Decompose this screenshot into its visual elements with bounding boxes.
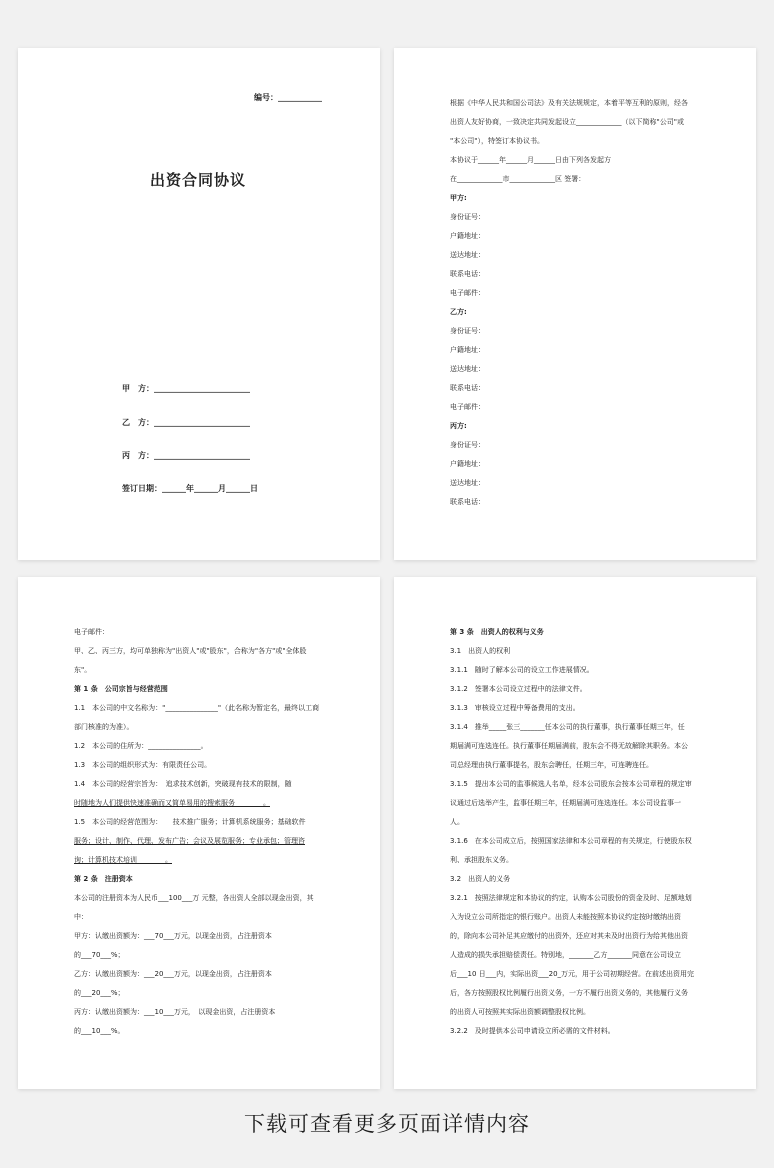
text-line: 乙方：认缴出资额为：___20___万元，以现金出资，占注册资本 (74, 970, 272, 978)
text-line: 电子邮件： (450, 403, 485, 411)
text-line: 3.1 出资人的权利 (450, 647, 511, 655)
text-line: 1.2 本公司的住所为：_______________。 (74, 742, 208, 750)
text-line: 时随地为人们提供快速准确而又简单易用的搜索服务 。 (74, 799, 270, 807)
text-line: 部门核准的为准）。 (74, 723, 134, 731)
text-line: 服务；设计、制作、代理、发布广告；会议及展览服务；专业承包；管理咨 (74, 837, 305, 845)
text-line: 人造成的损失承担赔偿责任。特别地，_______乙方_______同意在公司设立 (450, 951, 681, 959)
text-line: 的___20___%； (74, 989, 125, 997)
text-line: 中： (74, 913, 88, 921)
text-line: "本公司"），特签订本协议书。 (450, 137, 544, 145)
party-b-line: 乙 方：________________________ (122, 418, 250, 427)
text-line: 1.3 本公司的组织形式为：有限责任公司。 (74, 761, 212, 769)
text-line: 1.4 本公司的经营宗旨为： 追求技术创新，突破现有技术的限制，随 (74, 780, 292, 788)
text-line: 出资人友好协商，一致决定共同发起设立_____________（以下简称"公司"或 (450, 118, 684, 126)
text-line: 3.1.6 在本公司成立后，按照国家法律和本公司章程的有关规定，行使股东权 (450, 837, 692, 845)
text-line: 本协议于______年______月______日由下列各发起方 (450, 156, 611, 164)
party-a-line: 甲 方：________________________ (122, 384, 250, 393)
section-heading: 第 2 条 注册资本 (74, 875, 133, 883)
text-line: 3.2 出资人的义务 (450, 875, 511, 883)
text-line: 的出资人可按照其实际出资额调整股权比例。 (450, 1008, 590, 1016)
text-line: 后，各方按照股权比例履行出资义务，一方不履行出资义务的，其他履行义务 (450, 989, 688, 997)
text-line: 户籍地址： (450, 232, 485, 240)
text-line: 的，除向本公司补足其应缴付的出资外，还应对其未及时出资行为给其他出资 (450, 932, 688, 940)
text-line: 电子邮件： (450, 289, 485, 297)
contract-number-label: 编号：___________ (254, 93, 322, 102)
party-heading: 乙方: (450, 308, 467, 316)
party-heading: 甲方: (450, 194, 467, 202)
text-line: 甲方：认缴出资额为：___70___万元，以现金出资，占注册资本 (74, 932, 272, 940)
text-line: 后___10 日___内，实际出资___20_万元，用于公司初期经营。在前述出资用完 (450, 970, 695, 978)
text-line: 联系电话： (450, 270, 485, 278)
text-line: 联系电话： (450, 498, 485, 506)
text-line: 的___70___%； (74, 951, 125, 959)
party-c-line: 丙 方：________________________ (122, 451, 250, 460)
text-line: 户籍地址： (450, 346, 485, 354)
text-line: 电子邮件： (74, 628, 109, 636)
text-line: 根据《中华人民共和国公司法》及有关法规规定，本着平等互利的原则，经各 (450, 99, 688, 107)
text-line: 丙方：认缴出资额为：___10___万元， 以现金出资，占注册资本 (74, 1008, 276, 1016)
text-line: 3.2.2 及时提供本公司申请设立所必需的文件材料。 (450, 1027, 615, 1035)
text-line: 询；计算机技术培训 。 (74, 856, 172, 864)
text-line: 利、承担股东义务。 (450, 856, 513, 864)
text-line: 户籍地址： (450, 460, 485, 468)
text-line: 司总经理由执行董事提名，股东会聘任，任期三年，可连聘连任。 (450, 761, 653, 769)
text-line: 1.5 本公司的经营范围为： 技术推广服务；计算机系统服务；基础软件 (74, 818, 306, 826)
text-line: 3.1.4 推举_____张三_______任本公司的执行董事，执行董事任期三年，任 (450, 723, 685, 731)
text-line: 1.1 本公司的中文名称为："_______________"（此名称为暂定名，最终以工商 (74, 704, 320, 712)
text-line: 3.1.5 提出本公司的监事候选人名单，经本公司股东会按本公司章程的规定审 (450, 780, 692, 788)
text-line: 送达地址： (450, 251, 485, 259)
download-more-caption: 下载可查看更多页面详情内容 (244, 1112, 530, 1136)
text-line: 3.1.1 随时了解本公司的设立工作进展情况。 (450, 666, 594, 674)
text-line: 在_____________市_____________区 签署： (450, 175, 586, 183)
text-line: 3.2.1 按照法律规定和本协议的约定，认购本公司股份的资金及时、足额地划 (450, 894, 692, 902)
text-line: 东"。 (74, 666, 92, 674)
text-line: 身份证号： (450, 213, 485, 221)
text-line: 人。 (450, 818, 464, 826)
text-line: 本公司的注册资本为人民币___100___万 元整，各出资人全部以现金出资，其 (74, 894, 314, 902)
section-heading: 第 3 条 出资人的权利与义务 (450, 628, 544, 636)
text-line: 3.1.2 签署本公司设立过程中的法律文件。 (450, 685, 587, 693)
party-heading: 丙方: (450, 422, 467, 430)
text-line: 期届满可连选连任。执行董事任期届满前，股东会不得无故解除其职务。本公 (450, 742, 688, 750)
document-page-4 (394, 577, 756, 1089)
sign-date-line: 签订日期：______年______月______日 (122, 484, 258, 493)
document-page-2 (394, 48, 756, 560)
text-line: 身份证号： (450, 327, 485, 335)
document-page-3 (18, 577, 380, 1089)
section-heading: 第 1 条 公司宗旨与经营范围 (74, 685, 168, 693)
document-title: 出资合同协议 (150, 171, 247, 189)
text-line: 的___10___%。 (74, 1027, 125, 1035)
text-line: 入为设立公司所指定的银行账户。出资人未能按照本协议约定按时缴纳出资 (450, 913, 681, 921)
text-line: 送达地址： (450, 365, 485, 373)
document-page-1 (18, 48, 380, 560)
text-line: 送达地址： (450, 479, 485, 487)
text-line: 身份证号： (450, 441, 485, 449)
text-line: 甲、乙、丙三方，均可单独称为"出资人"或"股东"，合称为"各方"或"全体股 (74, 647, 307, 655)
text-line: 3.1.3 审核设立过程中筹备费用的支出。 (450, 704, 580, 712)
text-line: 议通过后选举产生，监事任期三年，任期届满可连选连任。本公司设监事一 (450, 799, 681, 807)
text-line: 联系电话： (450, 384, 485, 392)
